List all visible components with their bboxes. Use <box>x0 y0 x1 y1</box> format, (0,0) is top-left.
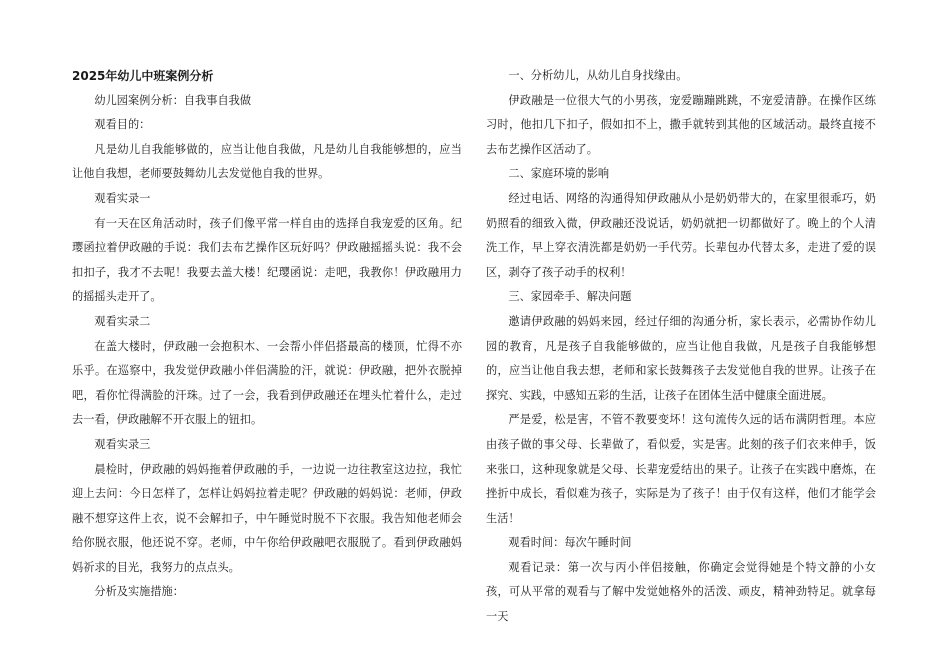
paragraph: 在盖大楼时，伊政融一会抱积木、一会帮小伴侣搭最高的楼顶，忙得不亦乐乎。在巡察中，我发觉伊政融小伴侣满脸的汗，就说：伊政融，把外衣脱掉吧，看你忙得满脸的汗珠。过了一会，我看到伊政融还在埋头忙着什么，走过去一看，伊政融解不开衣服上的钮扣。 <box>72 339 462 427</box>
document-title: 2025年幼儿中班案例分析 <box>72 69 214 83</box>
section-heading: 观看实录一 <box>94 191 151 205</box>
right-column <box>486 64 876 630</box>
paragraph: 伊政融是一位很大气的小男孩，宠爱蹦蹦跳跳，不宠爱清静。在操作区练习时，他扣几下扣子，假如扣不上，撒手就转到其他的区域活动。最终直接不去布艺操作区活动了。 <box>486 93 876 156</box>
paragraph: 观看目的： <box>94 118 151 132</box>
paragraph: 有一天在区角活动时，孩子们像平常一样自由的选择自我宠爱的区角。纪璎函拉着伊政融的手说：我们去布艺操作区玩好吗？伊政融摇摇头说：我不会扣扣子，我才不去呢！我要去盖大楼！纪璎函说：走吧，我教你！伊政融用力的摇摇头走开了。 <box>72 216 462 304</box>
paragraph: 凡是幼儿自我能够做的，应当让他自我做，凡是幼儿自我能够想的，应当让他自我想，老师要鼓舞幼儿去发觉他自我的世界。 <box>72 142 462 181</box>
paragraph: 观看时间：每次午睡时间 <box>508 536 632 550</box>
paragraph: 晨检时，伊政融的妈妈拖着伊政融的手，一边说一边往教室这边拉，我忙迎上去问：今日怎样了，怎样让妈妈拉着走呢？伊政融的妈妈说：老师，伊政融不想穿这件上衣，说不会解扣子，中午睡觉时脱不下衣服。我告知他老师会给你脱衣服，他还说不穿。老师，中午你给伊政融吧衣服脱了。看到伊政融妈妈祈求的目光，我努力的点点头。 <box>72 462 462 574</box>
section-heading: 一、分析幼儿，从幼儿自身找缘由。 <box>508 69 688 82</box>
section-heading: 观看实录二 <box>94 314 151 328</box>
paragraph: 经过电话、网络的沟通得知伊政融从小是奶奶带大的，在家里很乖巧，奶奶照看的细致入微，伊政融还没说话，奶奶就把一切都做好了。晚上的个人清洗工作，早上穿衣清洗都是奶奶一手代劳。长辈包办代替太多，走进了爱的误区，剥夺了孩子动手的权利！ <box>486 191 876 279</box>
section-heading: 分析及实施措施： <box>94 585 184 599</box>
paragraph: 幼儿园案例分析：自我事自我做 <box>94 93 252 107</box>
paragraph: 邀请伊政融的妈妈来园，经过仔细的沟通分析，家长表示，必需协作幼儿园的教育，凡是孩子自我能够做的，应当让他自我做，凡是孩子自我能够想的，应当让他自我去想，老师和家长鼓舞孩子去发觉他自我的世界。让孩子在探究、实践，中感知五彩的生活，让孩子在团体生活中健康全面进展。 <box>486 314 876 402</box>
paragraph: 观看记录：第一次与丙小伴侣接触，你确定会觉得她是个特文静的小女孩，可从平常的观看与了解中发觉她格外的活泼、顽皮，精神劲特足。就拿每一天 <box>486 560 876 624</box>
section-heading: 观看实录三 <box>94 437 151 451</box>
paragraph: 严是爱，松是害，不管不教要变坏！这句流传久远的话布满阴哲理。本应由孩子做的事父母、长辈做了，看似爱，实是害。此刻的孩子们衣来伸手，饭来张口，这种现象就是父母、长辈宠爱结出的果子。让孩子在实践中磨炼，在挫折中成长，看似难为孩子，实际是为了孩子！由于仅有这样，他们才能学会生活！ <box>486 413 876 525</box>
section-heading: 三、家园牵手、解决问题 <box>508 290 632 304</box>
section-heading: 二、家庭环境的影响 <box>508 167 610 181</box>
left-column <box>72 64 462 605</box>
